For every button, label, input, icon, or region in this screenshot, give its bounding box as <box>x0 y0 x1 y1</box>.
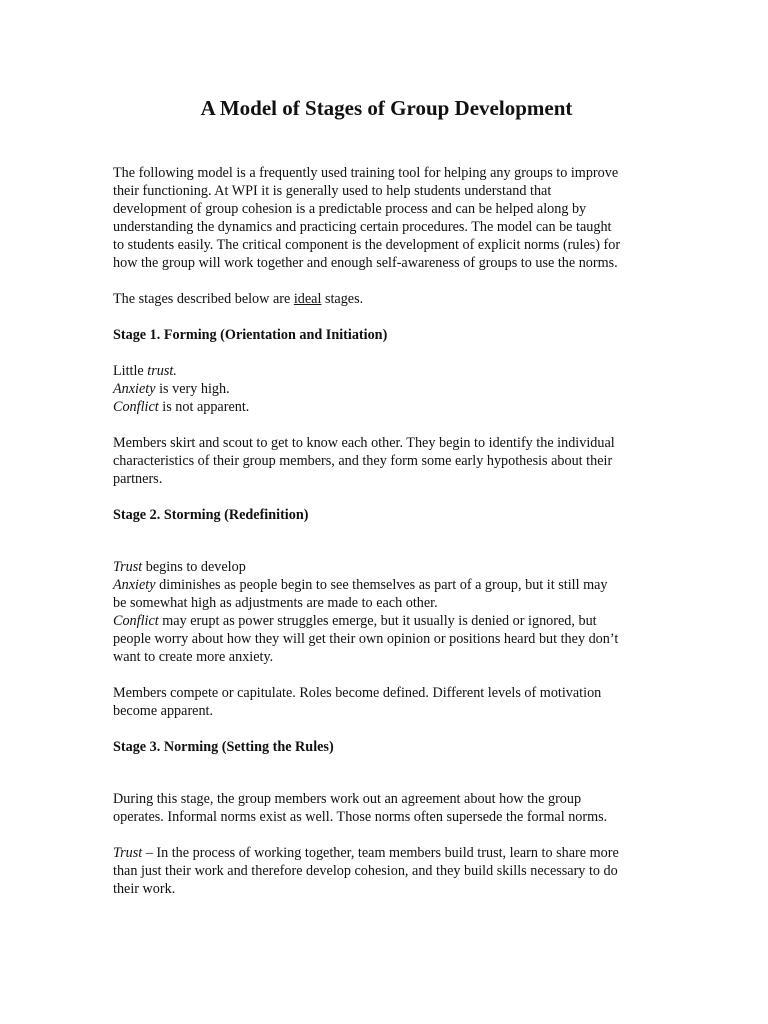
stage3-during-paragraph <box>113 790 658 826</box>
stage1-trust: Little trust. <box>113 363 177 379</box>
stage1-heading: Stage 1. Forming (Orientation and Initiation) <box>113 327 388 343</box>
stage3-trust-cont: their work. <box>113 881 176 897</box>
ideal-emphasis: ideal <box>293 291 322 307</box>
stage1-conflict: Conflict is not apparent. <box>113 399 250 415</box>
stage2-trust: Trust begins to develop <box>113 559 246 575</box>
stage2-heading: Stage 2. Storming (Redefinition) <box>113 507 309 523</box>
intro-line: to students easily. The critical component is the development of explicit norms (rules) for <box>113 237 621 253</box>
intro-paragraph <box>113 164 658 272</box>
intro-line: understanding the dynamics and practicing certain procedures. The model can be taught <box>113 219 612 235</box>
stages-note: The stages described below are ideal stages. <box>113 291 364 307</box>
intro-line: development of group cohesion is a predictable process and can be helped along by <box>113 201 587 217</box>
intro-line: The following model is a frequently used training tool for helping any groups to improve <box>113 165 619 181</box>
stage2-members-paragraph <box>113 684 658 720</box>
stage1-members-paragraph <box>113 434 658 488</box>
stage3-trust-cont: than just their work and therefore develop cohesion, and they build skills necessary to do <box>113 863 618 879</box>
stage1-members-line: partners. <box>113 471 163 487</box>
document-title: A Model of Stages of Group Development <box>200 96 573 120</box>
intro-line: their functioning. At WPI it is generally used to help students understand that <box>113 183 552 199</box>
stage1-members-line: characteristics of their group members, and they form some early hypothesis about their <box>113 453 613 469</box>
stage2-conflict: Conflict may erupt as power struggles emerge, but it usually is denied or ignored, but <box>113 613 597 629</box>
stage2-anxiety: Anxiety diminishes as people begin to see themselves as part of a group, but it still may <box>113 577 608 593</box>
stage2-anxiety-cont: be somewhat high as adjustments are made to each other. <box>113 595 438 611</box>
intro-line: how the group will work together and enough self-awareness of groups to use the norms. <box>113 255 618 271</box>
stage2-members-line: Members compete or capitulate. Roles become defined. Different levels of motivation <box>113 685 602 701</box>
stage3-during-line: During this stage, the group members work out an agreement about how the group <box>113 791 582 807</box>
stage2-members-line: become apparent. <box>113 703 214 719</box>
document-page <box>113 94 658 898</box>
stage2-conflict-cont: want to create more anxiety. <box>113 649 274 665</box>
stage1-anxiety: Anxiety is very high. <box>113 381 230 397</box>
stage3-trust: Trust – In the process of working together, team members build trust, learn to share more <box>113 845 619 861</box>
stage3-heading: Stage 3. Norming (Setting the Rules) <box>113 739 334 755</box>
stage2-conflict-cont: people worry about how they will get their own opinion or positions heard but they don’t <box>113 631 619 647</box>
stage3-during-line: operates. Informal norms exist as well. Those norms often supersede the formal norms. <box>113 809 608 825</box>
stage1-members-line: Members skirt and scout to get to know each other. They begin to identify the individual <box>113 435 615 451</box>
